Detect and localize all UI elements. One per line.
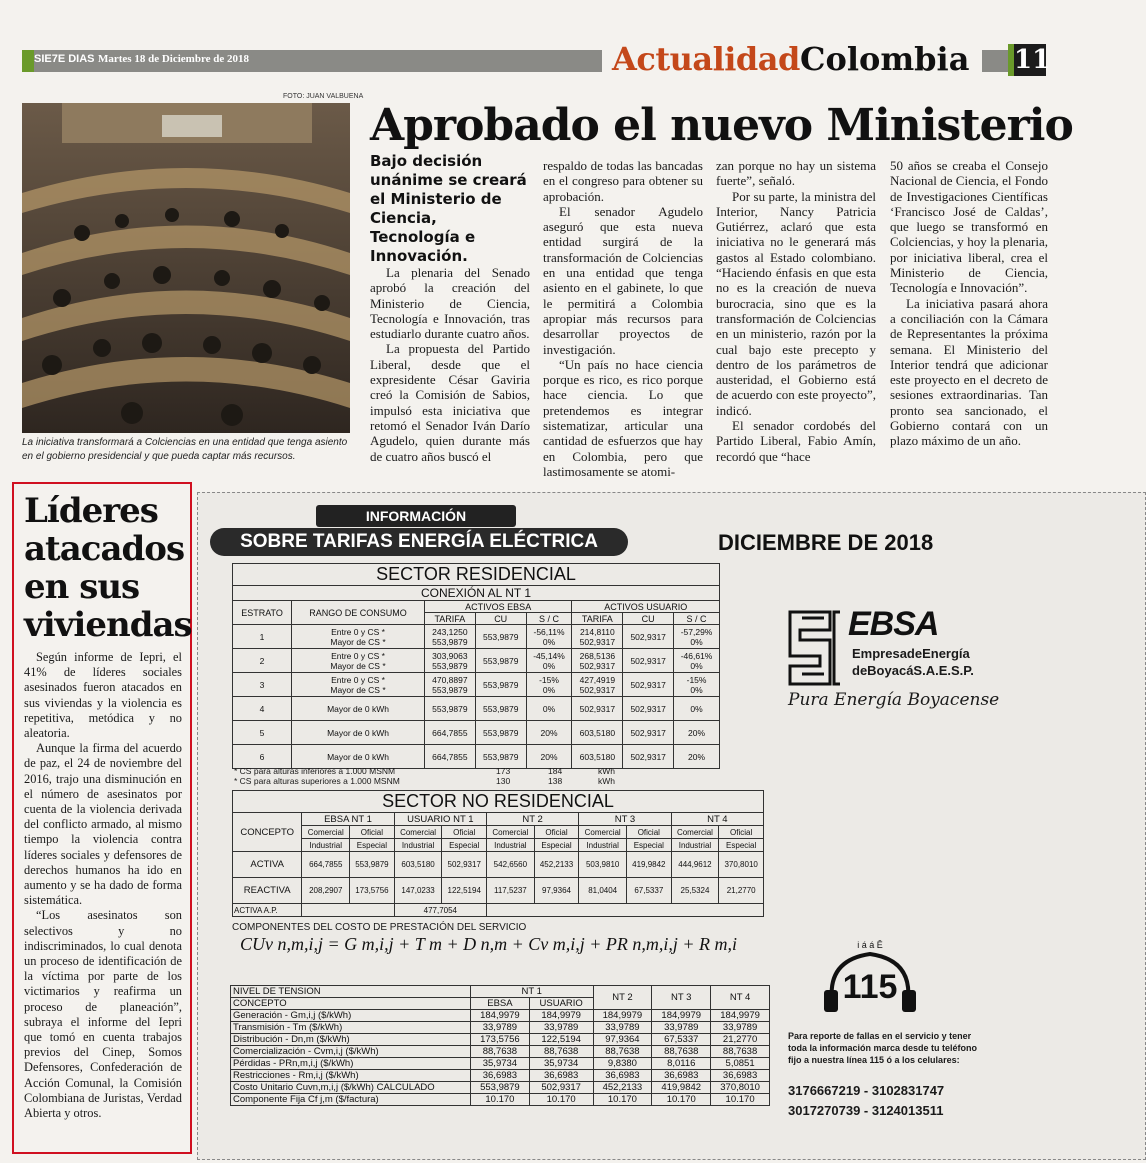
cost-formula: CUv n,m,i,j = G m,i,j + T m + D n,m + Cv m,i,j + PR n,m,i,j + R m,i bbox=[240, 934, 738, 954]
article-paragraph: Por su parte, la ministra del Interior, Nancy Patricia Gutiérrez, aclaró que esta iniciativa no le generará más gastos al Estado colombiano. “Haciendo énfasis en que esta no es la creación de nueva burocracia, sino que es la transformación de Colciencias en un ministerio, razón por la cual bajo este precepto y dentro de los parámetros de austeridad, el Gobierno está de acuerdo con este proyecto”, indicó. bbox=[716, 188, 876, 418]
cell-value: 21,2770 bbox=[719, 878, 764, 904]
non-residential-title: SECTOR NO RESIDENCIAL bbox=[233, 791, 764, 813]
main-headline: Aprobado el nuevo Ministerio bbox=[370, 100, 1073, 151]
col-cu: CU bbox=[623, 613, 674, 625]
cell-value: 88,7638 bbox=[471, 1046, 530, 1058]
non-residential-row bbox=[233, 878, 764, 904]
cell-sc_u: 20% bbox=[674, 721, 720, 745]
group-header: USUARIO NT 1 bbox=[394, 813, 486, 826]
group-header: NT 3 bbox=[579, 813, 671, 826]
cell-value: 452,2133 bbox=[534, 852, 579, 878]
col-nt1: NT 1 bbox=[471, 986, 594, 998]
note-line: * CS para alturas inferiores a 1.000 MSNM bbox=[234, 766, 396, 776]
subheader-cell: Oficial bbox=[350, 826, 395, 839]
subheader-cell: Industrial bbox=[579, 839, 627, 852]
section-subtitle: Colombia bbox=[800, 40, 970, 78]
cell-value: 10.170 bbox=[711, 1094, 770, 1106]
residential-rows bbox=[233, 625, 720, 769]
subheader-cell: Oficial bbox=[627, 826, 672, 839]
component-row bbox=[231, 1082, 770, 1094]
cell-sc_e: 20% bbox=[526, 745, 572, 769]
cell-value: 67,5337 bbox=[652, 1034, 711, 1046]
cell-value: 33,9789 bbox=[711, 1022, 770, 1034]
cell-value: 36,6983 bbox=[529, 1070, 593, 1082]
col-nt4: NT 4 bbox=[711, 986, 770, 1010]
cell-tarifa_u: 603,5180 bbox=[572, 745, 623, 769]
subheader-cell: Especial bbox=[442, 839, 487, 852]
article-column-3 bbox=[716, 158, 876, 464]
badge-number: 115 bbox=[842, 968, 898, 1006]
note-value: 130 bbox=[496, 776, 511, 786]
article-paragraph: 50 años se creaba el Consejo Nacional de Ciencia, el Fondo de Investigaciones Científicas ‘Francisco José de Caldas’, que luego se transformó en Colciencias, y hoy la plenaria, por iniciativa liberal, crea el Ministerio de Ciencia, Tecnología e Innovación”. bbox=[890, 158, 1048, 296]
cell-sc_u: -46,61% 0% bbox=[674, 649, 720, 673]
cell-value: 419,9842 bbox=[627, 852, 672, 878]
subheader-cell: Industrial bbox=[671, 839, 719, 852]
cell-cu_u: 502,9317 bbox=[623, 649, 674, 673]
ap-label: ACTIVA A.P. bbox=[233, 904, 302, 917]
cell-concepto: Costo Unitario Cuvn,m,i,j ($/kWh) CALCULADO bbox=[231, 1082, 471, 1094]
note-value: 184 bbox=[548, 766, 563, 776]
col-sc: S / C bbox=[526, 613, 572, 625]
cell-value: 8,0116 bbox=[652, 1058, 711, 1070]
cell-value: 370,8010 bbox=[711, 1082, 770, 1094]
phone-line-2: 3017270739 - 3124013511 bbox=[788, 1103, 944, 1118]
cell-cu_e: 553,9879 bbox=[475, 745, 526, 769]
sidebar-body bbox=[24, 650, 182, 1121]
article-paragraph: El senador cordobés del Partido Liberal, Fabio Amín, recordó que “hace bbox=[716, 418, 876, 464]
cell-sc_u: -57,29% 0% bbox=[674, 625, 720, 649]
cell-sc_e: -45,14% 0% bbox=[526, 649, 572, 673]
article-column-1 bbox=[370, 265, 530, 464]
cell-value: 173,5756 bbox=[350, 878, 395, 904]
group-header: NT 2 bbox=[486, 813, 578, 826]
subheader-cell: Especial bbox=[627, 839, 672, 852]
subheader-cell: Oficial bbox=[442, 826, 487, 839]
tariff-label: SOBRE TARIFAS ENERGÍA ELÉCTRICA bbox=[210, 528, 628, 556]
photo-credit: FOTO: JUAN VALBUENA bbox=[283, 93, 364, 100]
cell-value: 67,5337 bbox=[627, 878, 672, 904]
col-ebsa: EBSA bbox=[471, 998, 530, 1010]
cell-value: 603,5180 bbox=[394, 852, 442, 878]
phone-115-icon bbox=[820, 940, 930, 1018]
cell-value: 184,9979 bbox=[711, 1010, 770, 1022]
issue-date: Martes 18 de Diciembre de 2018 bbox=[98, 53, 250, 65]
cell-value: 97,9364 bbox=[534, 878, 579, 904]
cell-value: 117,5237 bbox=[486, 878, 534, 904]
photo-caption: La iniciativa transformará a Colciencias en una entidad que tenga asiento en el gobierno presidencial y que pueda captar más recursos. bbox=[22, 437, 348, 462]
cell-value: 35,9734 bbox=[529, 1058, 593, 1070]
header-accent bbox=[22, 50, 34, 72]
cell-cu_u: 502,9317 bbox=[623, 625, 674, 649]
component-row bbox=[231, 1010, 770, 1022]
non-residential-row bbox=[233, 852, 764, 878]
component-row bbox=[231, 1094, 770, 1106]
cell-estrato: 2 bbox=[233, 649, 292, 673]
residential-row bbox=[233, 625, 720, 649]
phone-line-1: 3176667219 - 3102831747 bbox=[788, 1083, 945, 1098]
col-estrato: ESTRATO bbox=[233, 601, 292, 625]
cell-cu_e: 553,9879 bbox=[475, 697, 526, 721]
cell-value: 147,0233 bbox=[394, 878, 442, 904]
cell-value: 444,9612 bbox=[671, 852, 719, 878]
cell-value: 25,5324 bbox=[671, 878, 719, 904]
article-paragraph: La iniciativa pasará ahora a conciliación con la Cámara de Representantes la próxima semana. El Ministerio del Interior tendrá que adicionar este proyecto en el decreto de sesiones extraordinarias. Tan pronto sea sancionado, el Gobierno contará con un plazo máximo de un año. bbox=[890, 295, 1048, 449]
cell-value: 33,9789 bbox=[593, 1022, 652, 1034]
cell-value: 33,9789 bbox=[471, 1022, 530, 1034]
subheader-cell: Especial bbox=[534, 839, 579, 852]
cell-value: 21,2770 bbox=[711, 1034, 770, 1046]
article-column-4 bbox=[890, 158, 1048, 449]
cell-concepto: Distribución - Dn,m ($/kWh) bbox=[231, 1034, 471, 1046]
col-activos-ebsa: ACTIVOS EBSA bbox=[424, 601, 571, 613]
col-nt3: NT 3 bbox=[652, 986, 711, 1010]
cell-value: 81,0404 bbox=[579, 878, 627, 904]
cell-value: 184,9979 bbox=[529, 1010, 593, 1022]
connection-label: CONEXIÓN AL NT 1 bbox=[233, 586, 720, 601]
cell-value: 36,6983 bbox=[711, 1070, 770, 1082]
cell-value: 88,7638 bbox=[711, 1046, 770, 1058]
cell-rango: Mayor de 0 kWh bbox=[292, 697, 425, 721]
cell-rango: Mayor de 0 kWh bbox=[292, 721, 425, 745]
cell-tarifa_u: 427,4919 502,9317 bbox=[572, 673, 623, 697]
residential-row bbox=[233, 697, 720, 721]
phone-text: Para reporte de fallas en el servicio y tener toda la información marca desde tu teléfono fijo a nuestra línea 115 ó a los celulares: bbox=[788, 1031, 978, 1065]
ap-value: 477,7054 bbox=[394, 904, 486, 917]
cell-value: 36,6983 bbox=[471, 1070, 530, 1082]
cell-concepto: REACTIVA bbox=[233, 878, 302, 904]
col-cu: CU bbox=[475, 613, 526, 625]
cell-value: 664,7855 bbox=[302, 852, 350, 878]
cell-value: 184,9979 bbox=[471, 1010, 530, 1022]
note-unit: kWh bbox=[598, 766, 615, 776]
ad-month: DICIEMBRE DE 2018 bbox=[718, 530, 934, 555]
col-concepto: CONCEPTO bbox=[233, 813, 302, 852]
cell-estrato: 3 bbox=[233, 673, 292, 697]
cell-sc_e: -56,11% 0% bbox=[526, 625, 572, 649]
cell-concepto: ACTIVA bbox=[233, 852, 302, 878]
cell-value: 542,6560 bbox=[486, 852, 534, 878]
cell-value: 9,8380 bbox=[593, 1058, 652, 1070]
cell-value: 10.170 bbox=[529, 1094, 593, 1106]
cell-value: 503,9810 bbox=[579, 852, 627, 878]
cell-tarifa_u: 502,9317 bbox=[572, 697, 623, 721]
subheader-cell: Oficial bbox=[719, 826, 764, 839]
cell-cu_e: 553,9879 bbox=[475, 625, 526, 649]
cell-cu_u: 502,9317 bbox=[623, 721, 674, 745]
cell-value: 97,9364 bbox=[593, 1034, 652, 1046]
page-number: 11 bbox=[1008, 44, 1046, 76]
component-row bbox=[231, 1034, 770, 1046]
cell-tarifa_e: 553,9879 bbox=[424, 697, 475, 721]
group-header: NT 4 bbox=[671, 813, 763, 826]
cell-value: 88,7638 bbox=[652, 1046, 711, 1058]
sidebar-paragraph: “Los asesinatos son selectivos y no indiscriminados, lo cual denota un proceso de identificación de la víctima por parte de los victimarios y reafirma un proceso de planeación”, subraya el informe del Iepri que tomó en cuenta trabajos previos del Cinep, Somos Defensores, Confederación de Acción Comunal, la Comisión Colombiana de Juristas, Verdad Abierta y otros. bbox=[24, 908, 182, 1121]
col-activos-usuario: ACTIVOS USUARIO bbox=[572, 601, 720, 613]
component-row bbox=[231, 1022, 770, 1034]
cell-concepto: Generación - Gm,i,j ($/kWh) bbox=[231, 1010, 471, 1022]
residential-title: SECTOR RESIDENCIAL bbox=[233, 564, 720, 586]
cell-concepto: Restricciones - Rm,i,j ($/kWh) bbox=[231, 1070, 471, 1082]
subheader-cell: Industrial bbox=[486, 839, 534, 852]
cell-estrato: 6 bbox=[233, 745, 292, 769]
cell-tarifa_e: 470,8897 553,9879 bbox=[424, 673, 475, 697]
cell-tarifa_e: 243,1250 553,9879 bbox=[424, 625, 475, 649]
cell-estrato: 1 bbox=[233, 625, 292, 649]
article-paragraph: “Un país no hace ciencia porque es rico, es rico porque hace ciencia. Lo que pretendemos es integrar sistematizar, articular una cantidad de esfuerzos que hay en Colombia, pero que lastimosamente se atomi- bbox=[543, 356, 703, 479]
residential-row bbox=[233, 745, 720, 769]
cell-value: 370,8010 bbox=[719, 852, 764, 878]
cell-cu_e: 553,9879 bbox=[475, 721, 526, 745]
article-paragraph: La plenaria del Senado aprobó la creación del Ministerio de Ciencia, Tecnología e Innovación, tras estudiarlo durante cuatro años. bbox=[370, 265, 530, 342]
subheader-cell: Industrial bbox=[302, 839, 350, 852]
article-paragraph: zan porque no hay un sistema fuerte”, señaló. bbox=[716, 158, 876, 189]
cell-tarifa_u: 268,5136 502,9317 bbox=[572, 649, 623, 673]
components-title: COMPONENTES DEL COSTO DE PRESTACIÓN DEL SERVICIO bbox=[232, 922, 527, 933]
cell-cu_u: 502,9317 bbox=[623, 745, 674, 769]
cell-value: 5,0851 bbox=[711, 1058, 770, 1070]
cell-rango: Mayor de 0 kWh bbox=[292, 745, 425, 769]
component-row bbox=[231, 1058, 770, 1070]
residential-row bbox=[233, 649, 720, 673]
cell-value: 184,9979 bbox=[593, 1010, 652, 1022]
senate-chamber-image bbox=[22, 103, 350, 433]
cell-value: 35,9734 bbox=[471, 1058, 530, 1070]
logo-slogan: Pura Energía Boyacense bbox=[788, 690, 1000, 710]
cell-estrato: 4 bbox=[233, 697, 292, 721]
logo-line-1: EmpresadeEnergía bbox=[852, 646, 970, 661]
cell-tarifa_u: 214,8110 502,9317 bbox=[572, 625, 623, 649]
cell-cu_u: 502,9317 bbox=[623, 673, 674, 697]
logo-name: EBSA bbox=[848, 605, 939, 643]
cell-rango: Entre 0 y CS * Mayor de CS * bbox=[292, 673, 425, 697]
cell-tarifa_e: 664,7855 bbox=[424, 721, 475, 745]
cell-sc_u: -15% 0% bbox=[674, 673, 720, 697]
component-row bbox=[231, 1046, 770, 1058]
cell-sc_u: 0% bbox=[674, 697, 720, 721]
cell-concepto: Comercialización - Cvm,i,j ($/kWh) bbox=[231, 1046, 471, 1058]
cell-estrato: 5 bbox=[233, 721, 292, 745]
cell-value: 419,9842 bbox=[652, 1082, 711, 1094]
subheader-cell: Industrial bbox=[394, 839, 442, 852]
subheader-cell: Comercial bbox=[394, 826, 442, 839]
col-sc: S / C bbox=[674, 613, 720, 625]
subheader-cell: Especial bbox=[350, 839, 395, 852]
subheader-row bbox=[233, 826, 764, 839]
note-line: * CS para alturas superiores a 1.000 MSNM bbox=[234, 776, 400, 786]
cell-concepto: Componente Fija Cf j,m ($/factura) bbox=[231, 1094, 471, 1106]
col-usuario: USUARIO bbox=[529, 998, 593, 1010]
article-paragraph: respaldo de todas las bancadas en el congreso para obtener su aprobación. bbox=[543, 158, 703, 204]
article-paragraph: El senador Agudelo aseguró que esta nueva entidad surgirá de la transformación de Colciencias en una entidad que tenga asiento en el gabinete, lo que le permitirá a Colombia apropiar más recursos para desarrollar proyectos de investigación. bbox=[543, 203, 703, 357]
cell-value: 452,2133 bbox=[593, 1082, 652, 1094]
cell-tarifa_e: 664,7855 bbox=[424, 745, 475, 769]
cell-value: 33,9789 bbox=[652, 1022, 711, 1034]
cell-value: 36,6983 bbox=[652, 1070, 711, 1082]
cell-rango: Entre 0 y CS * Mayor de CS * bbox=[292, 649, 425, 673]
cell-value: 88,7638 bbox=[593, 1046, 652, 1058]
cell-value: 184,9979 bbox=[652, 1010, 711, 1022]
cell-value: 10.170 bbox=[593, 1094, 652, 1106]
residential-row bbox=[233, 673, 720, 697]
components-rows bbox=[231, 1010, 770, 1106]
cell-cu_e: 553,9879 bbox=[475, 649, 526, 673]
logo-line-2: deBoyacáS.A.E.S.P. bbox=[852, 663, 974, 678]
cell-value: 502,9317 bbox=[442, 852, 487, 878]
component-row bbox=[231, 1070, 770, 1082]
residential-row bbox=[233, 721, 720, 745]
senate-photo bbox=[22, 103, 350, 433]
cell-value: 10.170 bbox=[652, 1094, 711, 1106]
cell-value: 208,2907 bbox=[302, 878, 350, 904]
badge-small-text: i á á Ê bbox=[857, 940, 883, 950]
paper-name: SIE7E DIAS bbox=[34, 53, 95, 65]
col-nivel: NIVEL DE TENSION bbox=[231, 986, 471, 998]
cell-value: 173,5756 bbox=[471, 1034, 530, 1046]
subheader-cell: Comercial bbox=[302, 826, 350, 839]
col-tarifa: TARIFA bbox=[572, 613, 623, 625]
info-label: INFORMACIÓN bbox=[316, 505, 516, 527]
cell-value: 122,5194 bbox=[442, 878, 487, 904]
cell-value: 10.170 bbox=[471, 1094, 530, 1106]
cell-value: 88,7638 bbox=[529, 1046, 593, 1058]
note-value: 138 bbox=[548, 776, 563, 786]
article-column-2 bbox=[543, 158, 703, 479]
cell-sc_e: 20% bbox=[526, 721, 572, 745]
subheader-cell: Oficial bbox=[534, 826, 579, 839]
cell-sc_u: 20% bbox=[674, 745, 720, 769]
subheader-cell: Comercial bbox=[486, 826, 534, 839]
col-concepto: CONCEPTO bbox=[231, 998, 471, 1010]
cell-value: 553,9879 bbox=[350, 852, 395, 878]
col-tarifa: TARIFA bbox=[424, 613, 475, 625]
cell-value: 553,9879 bbox=[471, 1082, 530, 1094]
cell-sc_e: -15% 0% bbox=[526, 673, 572, 697]
cell-sc_e: 0% bbox=[526, 697, 572, 721]
group-header: EBSA NT 1 bbox=[302, 813, 394, 826]
cell-value: 33,9789 bbox=[529, 1022, 593, 1034]
section-title: Actualidad bbox=[612, 40, 800, 78]
cell-cu_u: 502,9317 bbox=[623, 697, 674, 721]
cell-tarifa_e: 303,9063 553,9879 bbox=[424, 649, 475, 673]
sidebar-headline: Líderes atacados en sus viviendas bbox=[24, 491, 192, 645]
subheader-cell: Comercial bbox=[671, 826, 719, 839]
article-paragraph: La propuesta del Partido Liberal, desde que el expresidente César Gaviria creó la Comisión de Sabios, impulsó esta iniciativa que retomó el Senador Iván Darío Agudelo, quien durante más de cuatro años buscó el bbox=[370, 341, 530, 464]
cell-concepto: Pérdidas - PRn,m,i,j ($/kWh) bbox=[231, 1058, 471, 1070]
subheader-row bbox=[233, 839, 764, 852]
cost-components-table bbox=[230, 985, 770, 1106]
note-value: 173 bbox=[496, 766, 511, 776]
cell-rango: Entre 0 y CS * Mayor de CS * bbox=[292, 625, 425, 649]
non-residential-tariff-table bbox=[232, 790, 764, 917]
cell-value: 36,6983 bbox=[593, 1070, 652, 1082]
cell-cu_e: 553,9879 bbox=[475, 673, 526, 697]
note-unit: kWh bbox=[598, 776, 615, 786]
cell-value: 122,5194 bbox=[529, 1034, 593, 1046]
non-residential-rows bbox=[233, 852, 764, 904]
col-nt2: NT 2 bbox=[593, 986, 652, 1010]
cell-tarifa_u: 603,5180 bbox=[572, 721, 623, 745]
sidebar-paragraph: Aunque la firma del acuerdo de paz, el 24 de noviembre del 2016, trajo una disminución en el número de asesinatos por cuenta de la violencia derivada del conflicto armado, al mismo tiempo la violencia contra líderes sociales y defensores de derechos humanos ha ido en aumento y se ha dado de forma sistemática. bbox=[24, 741, 182, 908]
article-deck: Bajo decisión unánime se creará el Ministerio de Ciencia, Tecnología e Innovación. bbox=[370, 152, 527, 265]
cell-value: 502,9317 bbox=[529, 1082, 593, 1094]
col-rango: RANGO DE CONSUMO bbox=[292, 601, 425, 625]
residential-tariff-table bbox=[232, 563, 720, 769]
subheader-cell: Especial bbox=[719, 839, 764, 852]
subheader-cell: Comercial bbox=[579, 826, 627, 839]
sidebar-paragraph: Según informe de Iepri, el 41% de líderes sociales asesinados fueron atacados en sus viviendas y la violencia es repetitiva, metódica y no aleatoria. bbox=[24, 650, 182, 741]
cell-concepto: Transmisión - Tm ($/kWh) bbox=[231, 1022, 471, 1034]
